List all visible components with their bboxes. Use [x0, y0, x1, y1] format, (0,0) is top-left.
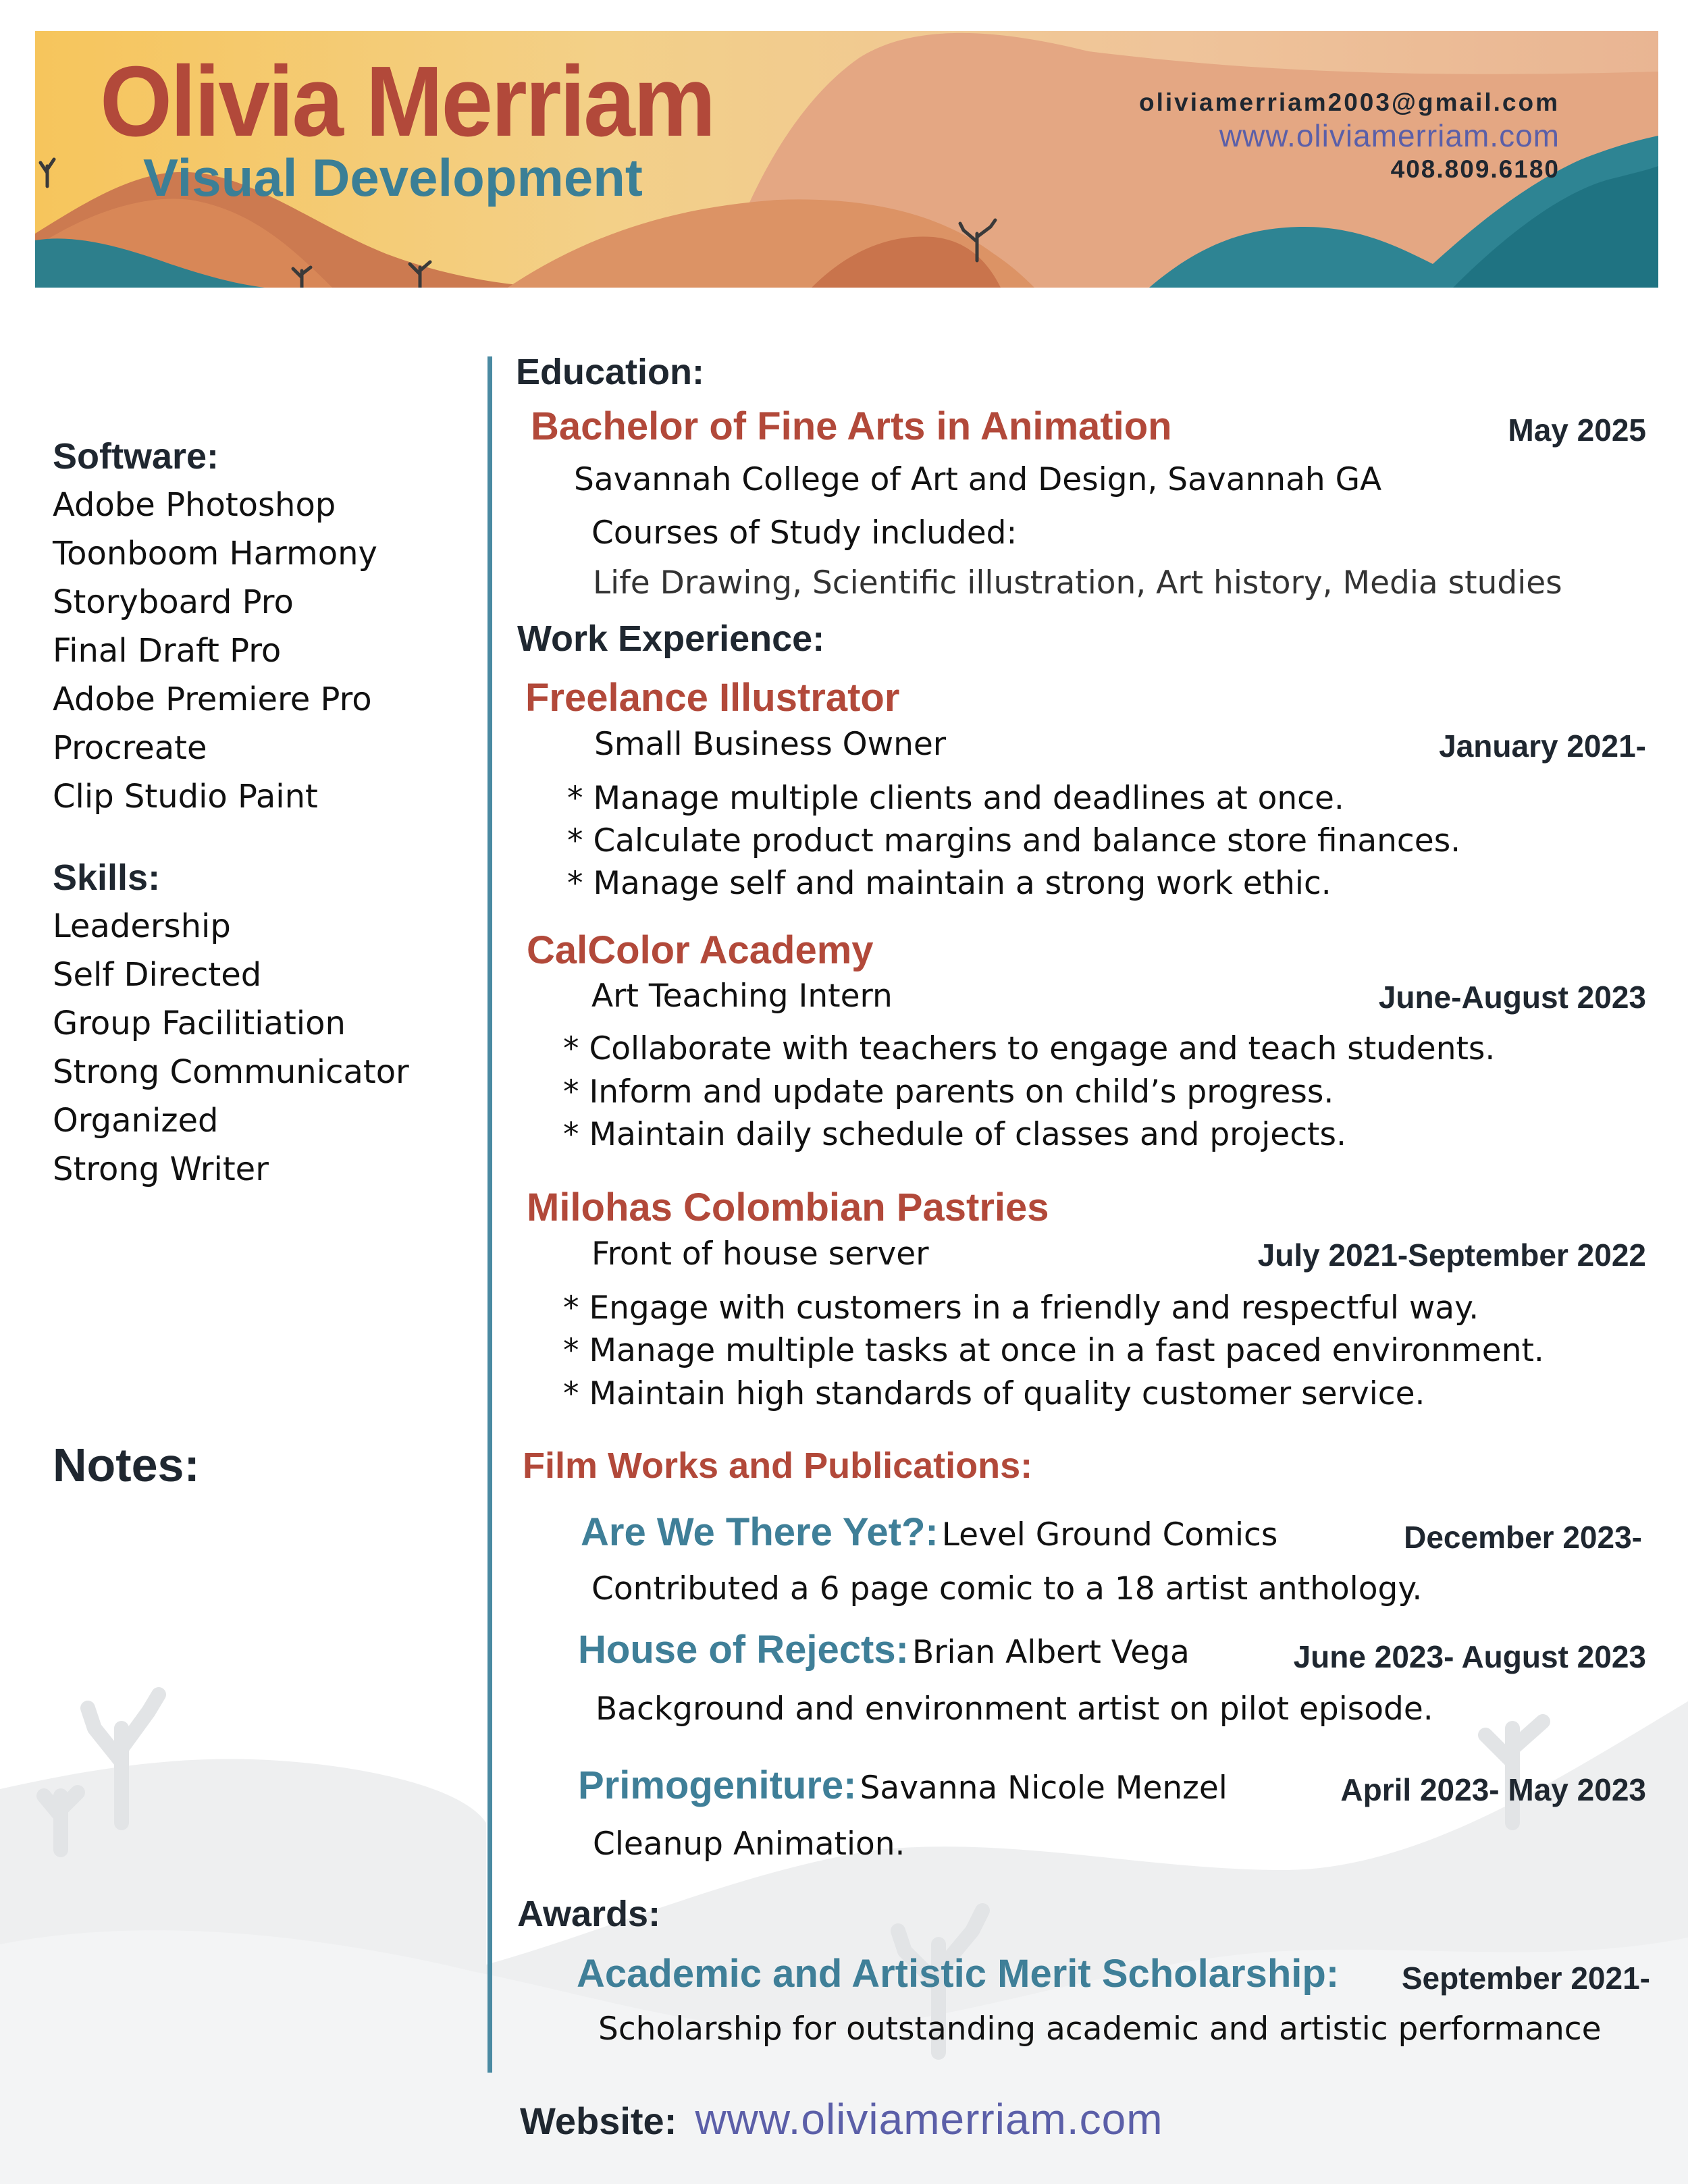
film-credit: Brian Albert Vega: [912, 1634, 1190, 1671]
software-heading: Software:: [53, 436, 219, 477]
software-item: Adobe Premiere Pro: [53, 681, 372, 718]
degree-title: Bachelor of Fine Arts in Animation: [531, 404, 1172, 448]
skills-heading: Skills:: [53, 857, 161, 898]
software-item: Procreate: [53, 729, 207, 767]
skill-item: Strong Communicator: [53, 1053, 409, 1091]
job-bullet: * Manage self and maintain a strong work ethic.: [567, 865, 1331, 902]
film-date: April 2023- May 2023: [1340, 1772, 1646, 1807]
award-title: Academic and Artistic Merit Scholarship:: [577, 1952, 1340, 1996]
skill-item: Organized: [53, 1102, 219, 1140]
job-bullet: * Engage with customers in a friendly and respectful way.: [563, 1289, 1479, 1327]
phone-number: 408.809.6180: [1390, 155, 1560, 183]
job-bullet: * Maintain high standards of quality customer service.: [563, 1375, 1425, 1412]
skills-list: [53, 902, 471, 1194]
courses-label: Courses of Study included:: [591, 514, 1018, 552]
job-date: July 2021-September 2022: [1257, 1237, 1646, 1273]
job-bullet: * Inform and update parents on child’s progress.: [563, 1073, 1334, 1111]
software-item: Final Draft Pro: [53, 632, 282, 670]
film-item: [578, 1627, 1190, 1672]
film-item: [581, 1510, 1277, 1555]
software-item: Toonboom Harmony: [53, 535, 377, 572]
film-heading: Film Works and Publications:: [523, 1445, 1033, 1486]
software-item: Clip Studio Paint: [53, 778, 318, 816]
film-title: Are We There Yet?:: [581, 1510, 939, 1554]
awards-heading: Awards:: [517, 1894, 661, 1934]
job-bullet: * Manage multiple clients and deadlines at once.: [567, 780, 1344, 817]
column-divider: [487, 356, 492, 2073]
header-banner: [35, 31, 1658, 288]
film-title: House of Rejects:: [578, 1628, 909, 1672]
contact-block: [1139, 86, 1560, 186]
job-bullet: * Collaborate with teachers to engage and teach students.: [563, 1030, 1496, 1067]
email-link[interactable]: oliviamerriam2003@gmail.com: [1138, 88, 1560, 116]
website-link-header[interactable]: www.oliviamerriam.com: [1219, 118, 1560, 153]
footer-label: Website:: [520, 2100, 677, 2142]
job-title: Art Teaching Intern: [591, 978, 893, 1015]
film-desc: Cleanup Animation.: [593, 1826, 905, 1863]
skill-item: Self Directed: [53, 956, 262, 994]
award-date: September 2021-: [1401, 1961, 1650, 1996]
film-item: [578, 1763, 1228, 1808]
job-bullet: * Calculate product margins and balance store finances.: [567, 822, 1461, 859]
job-employer: Freelance Illustrator: [525, 676, 900, 720]
school-name: Savannah College of Art and Design, Savannah GA: [574, 461, 1382, 498]
notes-heading: Notes:: [53, 1439, 200, 1491]
applicant-name: Olivia Merriam: [100, 46, 714, 157]
film-date: June 2023- August 2023: [1293, 1639, 1646, 1674]
award-desc: Scholarship for outstanding academic and artistic performance: [598, 2010, 1602, 2048]
film-desc: Contributed a 6 page comic to a 18 artist anthology.: [591, 1570, 1423, 1607]
work-heading: Work Experience:: [517, 618, 825, 659]
applicant-role: Visual Development: [143, 148, 643, 207]
footer-url-link[interactable]: www.oliviamerriam.com: [695, 2095, 1163, 2143]
sidebar: [53, 432, 471, 1194]
courses-list: Life Drawing, Scientific illustration, Art history, Media studies: [593, 564, 1562, 602]
skill-item: Strong Writer: [53, 1150, 269, 1188]
education-heading: Education:: [516, 352, 704, 392]
film-date: December 2023-: [1404, 1520, 1642, 1555]
degree-date: May 2025: [1508, 412, 1646, 448]
job-date: January 2021-: [1439, 728, 1646, 764]
film-title: Primogeniture:: [578, 1763, 857, 1807]
film-credit: Savanna Nicole Menzel: [860, 1769, 1228, 1807]
job-title: Front of house server: [591, 1235, 929, 1273]
job-date: June-August 2023: [1378, 980, 1646, 1015]
skill-item: Group Facilitiation: [53, 1005, 346, 1042]
job-bullet: * Manage multiple tasks at once in a fast paced environment.: [563, 1332, 1544, 1369]
software-item: Storyboard Pro: [53, 583, 294, 621]
job-bullet: * Maintain daily schedule of classes and projects.: [563, 1116, 1346, 1153]
film-credit: Level Ground Comics: [941, 1516, 1278, 1553]
footer-website: [520, 2094, 1163, 2144]
job-employer: Milohas Colombian Pastries: [527, 1186, 1049, 1229]
skill-item: Leadership: [53, 907, 231, 945]
job-title: Small Business Owner: [594, 726, 947, 763]
job-employer: CalColor Academy: [527, 928, 874, 972]
software-item: Adobe Photoshop: [53, 486, 336, 524]
film-desc: Background and environment artist on pilot episode.: [596, 1690, 1433, 1728]
software-list: [53, 481, 471, 821]
